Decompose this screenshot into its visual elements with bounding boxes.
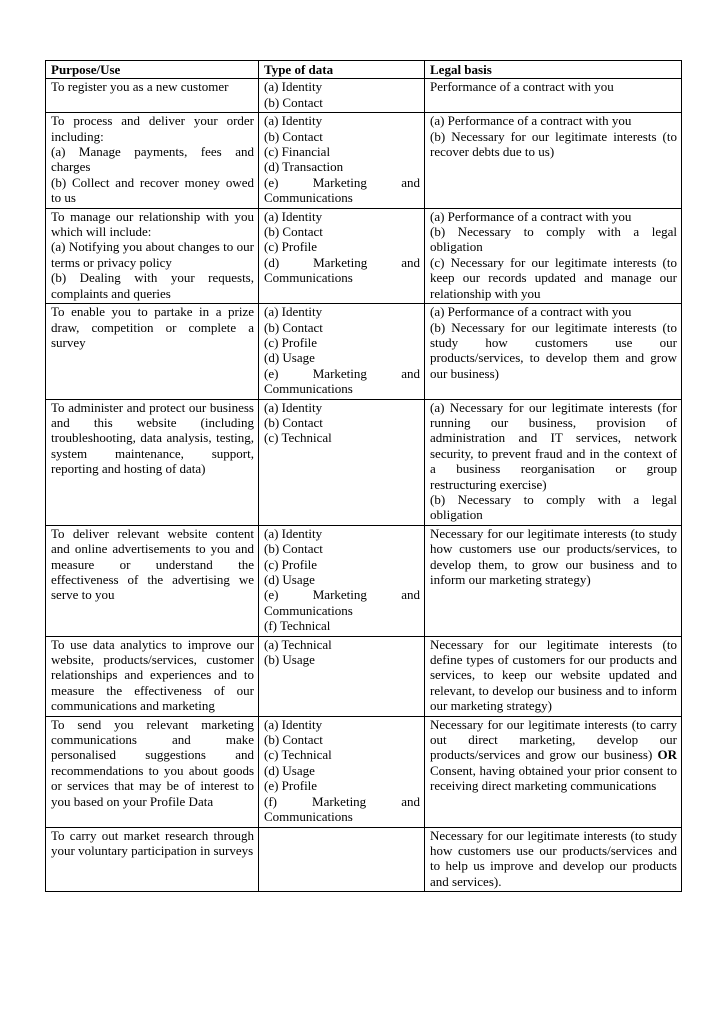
cell-line: To send you relevant marketing communications and make personalised suggestions and recommendations to you about goods or services that may be of interest to you based on your Profile Data bbox=[51, 716, 254, 809]
table-body bbox=[46, 79, 682, 892]
cell-line: (a) Identity bbox=[264, 525, 323, 541]
cell-line: (d) Usage bbox=[264, 350, 315, 366]
cell-line: (a) Manage payments, fees and charges bbox=[51, 144, 254, 175]
cell-line: (a) Performance of a contract with you bbox=[430, 113, 632, 129]
cell-line: (a) Identity bbox=[264, 399, 323, 415]
table-row bbox=[46, 113, 682, 208]
cell-line: (a) Identity bbox=[264, 113, 323, 129]
purpose-cell bbox=[46, 79, 259, 113]
cell-line: (c) Technical bbox=[264, 430, 332, 446]
cell-line: (a) Notifying you about changes to our terms or privacy policy bbox=[51, 239, 254, 270]
legal-basis-cell bbox=[425, 716, 682, 827]
cell-line: (b) Necessary to comply with a legal obligation bbox=[430, 224, 677, 255]
table-row bbox=[46, 208, 682, 303]
cell-line: To carry out market research through your voluntary participation in surveys bbox=[51, 827, 254, 858]
type-of-data-cell bbox=[259, 716, 425, 827]
cell-line: (b) Contact bbox=[264, 732, 323, 748]
cell-line: Necessary for our legitimate interests (to carry out direct marketing, develop our products/services and grow our business) OR Consent, having obtained your prior consent to receiving direct marketing communications bbox=[430, 716, 677, 794]
cell-line: Necessary for our legitimate interests (to define types of customers for our products and services, to keep our website updated and relevant, to develop our business and to inform our marketing strategy) bbox=[430, 636, 677, 714]
cell-line: (a) Identity bbox=[264, 208, 323, 224]
header-legal-basis: Legal basis bbox=[425, 61, 682, 79]
cell-line: (a) Performance of a contract with you bbox=[430, 304, 632, 320]
purpose-cell bbox=[46, 399, 259, 525]
cell-line: (e) Marketing and Communications bbox=[264, 587, 420, 618]
cell-line: (b) Contact bbox=[264, 414, 323, 430]
cell-line: (d) Marketing and Communications bbox=[264, 254, 420, 286]
cell-line: (b) Contact bbox=[264, 319, 323, 335]
cell-line: (d) Usage bbox=[264, 762, 315, 778]
type-of-data-cell bbox=[259, 827, 425, 892]
cell-line: (f) Technical bbox=[264, 618, 331, 634]
legal-basis-cell bbox=[425, 827, 682, 892]
cell-line: (b) Necessary for our legitimate interests (to study how customers use our products/services, to develop them and grow our business) bbox=[430, 319, 677, 381]
table-row bbox=[46, 399, 682, 525]
cell-line: To administer and protect our business and this website (including troubleshooting, data analysis, testing, system maintenance, support, reporting and hosting of data) bbox=[51, 399, 254, 477]
cell-line: To enable you to partake in a prize draw, competition or complete a survey bbox=[51, 304, 254, 350]
cell-line: Necessary for our legitimate interests (to study how customers use our products/services, to develop them, to grow our business and to inform our marketing strategy) bbox=[430, 525, 677, 587]
cell-line: (b) Usage bbox=[264, 652, 315, 668]
cell-line: (c) Profile bbox=[264, 334, 318, 350]
cell-line: (b) Contact bbox=[264, 94, 323, 110]
cell-line: (b) Contact bbox=[264, 541, 323, 557]
purpose-cell bbox=[46, 304, 259, 399]
table-row bbox=[46, 525, 682, 636]
legal-basis-cell bbox=[425, 113, 682, 208]
purpose-cell bbox=[46, 208, 259, 303]
table-row bbox=[46, 79, 682, 113]
purpose-cell bbox=[46, 636, 259, 716]
cell-line: (a) Identity bbox=[264, 304, 323, 320]
legal-basis-cell bbox=[425, 399, 682, 525]
header-row bbox=[46, 61, 682, 79]
cell-line: (a) Necessary for our legitimate interests (for running our business, provision of administration and IT services, network security, to prevent fraud and in the context of a business reorganisation or group restructuring exercise) bbox=[430, 399, 677, 492]
purpose-cell bbox=[46, 113, 259, 208]
privacy-processing-table bbox=[45, 60, 682, 892]
cell-line: (c) Technical bbox=[264, 747, 332, 763]
cell-line: Necessary for our legitimate interests (to study how customers use our products/services and to help us improve and develop our products and services). bbox=[430, 827, 677, 889]
cell-line: To register you as a new customer bbox=[51, 79, 229, 95]
table-row bbox=[46, 827, 682, 892]
cell-line: (d) Transaction bbox=[264, 159, 344, 175]
cell-line: To manage our relationship with you which will include: bbox=[51, 208, 254, 240]
header-purpose-use: Purpose/Use bbox=[46, 61, 259, 79]
type-of-data-cell bbox=[259, 113, 425, 208]
cell-line: (b) Necessary to comply with a legal obligation bbox=[430, 491, 677, 523]
cell-line: (d) Usage bbox=[264, 572, 315, 587]
cell-line: (b) Necessary for our legitimate interests (to recover debts due to us) bbox=[430, 128, 677, 160]
cell-line: To deliver relevant website content and online advertisements to you and measure or understand the effectiveness of the advertising we serve to you bbox=[51, 525, 254, 603]
legal-basis-cell bbox=[425, 304, 682, 399]
table-row bbox=[46, 304, 682, 399]
type-of-data-cell bbox=[259, 304, 425, 399]
type-of-data-cell bbox=[259, 636, 425, 716]
cell-line: (c) Profile bbox=[264, 556, 318, 572]
cell-line: (e) Profile bbox=[264, 778, 318, 794]
type-of-data-cell bbox=[259, 525, 425, 636]
cell-line: To process and deliver your order including: bbox=[51, 113, 254, 144]
purpose-cell bbox=[46, 827, 259, 892]
type-of-data-cell bbox=[259, 399, 425, 525]
purpose-cell bbox=[46, 716, 259, 827]
legal-basis-cell bbox=[425, 636, 682, 716]
cell-line: (a) Identity bbox=[264, 79, 323, 95]
cell-line: (a) Technical bbox=[264, 636, 332, 652]
cell-line: (c) Financial bbox=[264, 144, 331, 160]
table-row bbox=[46, 636, 682, 716]
cell-line: (b) Contact bbox=[264, 224, 323, 240]
header-type-of-data: Type of data bbox=[259, 61, 425, 79]
cell-line: Performance of a contract with you bbox=[430, 79, 614, 95]
legal-basis-cell bbox=[425, 525, 682, 636]
cell-line: (c) Necessary for our legitimate interests (to keep our records updated and manage our relationship with you bbox=[430, 254, 677, 301]
cell-line: (f) Marketing and Communications bbox=[264, 793, 420, 825]
purpose-cell bbox=[46, 525, 259, 636]
cell-line: (a) Performance of a contract with you bbox=[430, 208, 632, 224]
legal-basis-cell bbox=[425, 208, 682, 303]
type-of-data-cell bbox=[259, 208, 425, 303]
cell-line: (b) Collect and recover money owed to us bbox=[51, 174, 254, 206]
legal-basis-cell bbox=[425, 79, 682, 113]
cell-line: (b) Dealing with your requests, complaints and queries bbox=[51, 270, 254, 301]
cell-line: (e) Marketing and Communications bbox=[264, 174, 420, 206]
cell-line: (b) Contact bbox=[264, 128, 323, 144]
cell-line: To use data analytics to improve our website, products/services, customer relationships and experiences and to measure the effectiveness of our communications and marketing bbox=[51, 636, 254, 714]
type-of-data-cell bbox=[259, 79, 425, 113]
table-row bbox=[46, 716, 682, 827]
cell-line: (a) Identity bbox=[264, 716, 323, 732]
cell-line: (c) Profile bbox=[264, 239, 318, 255]
cell-line: (e) Marketing and Communications bbox=[264, 365, 420, 397]
